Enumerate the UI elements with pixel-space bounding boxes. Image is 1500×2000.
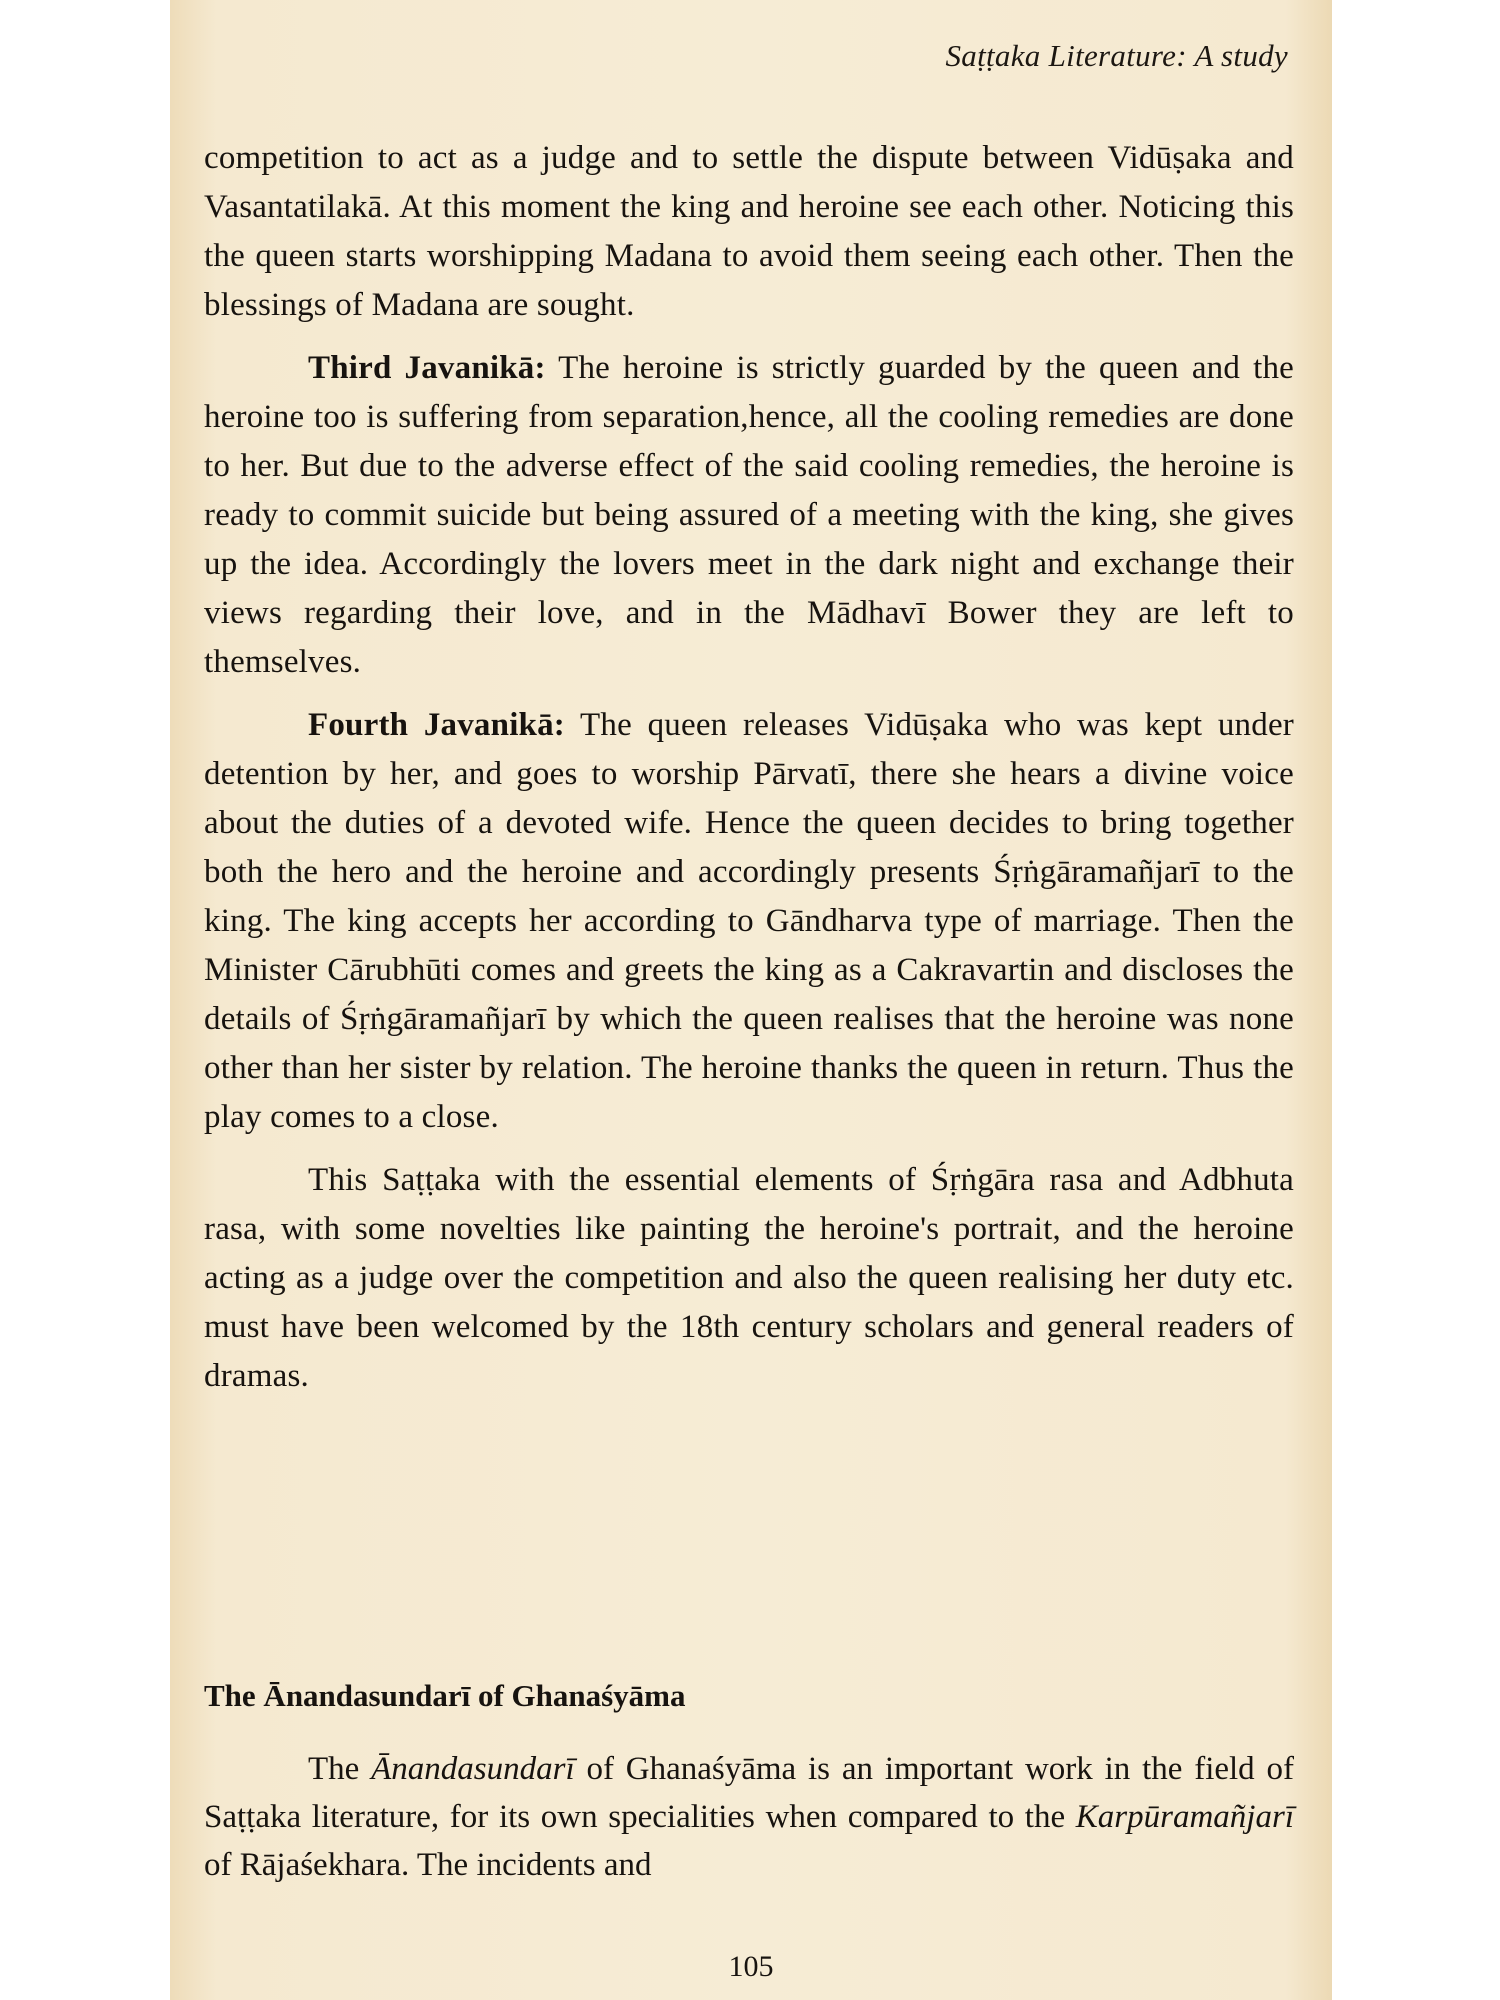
book-page (170, 0, 1332, 2000)
paragraph-third-javanika (204, 344, 1294, 687)
running-head: Saṭṭaka Literature: A study (945, 38, 1288, 73)
section-heading: The Ānandasundarī of Ghanaśyāma (204, 1678, 686, 1713)
page-number: 105 (728, 1950, 774, 1983)
third-javanika-label: Third Javanikā: (308, 350, 546, 386)
section-text-a: The (308, 1751, 372, 1787)
section-reference-italic: Karpūramañjarī (1075, 1799, 1294, 1835)
third-javanika-text: The heroine is strictly guarded by the queen and the heroine too is suffering from separation,hence, all the cooling remedies are done to her. But due to the adverse effect of the said cooling remedies, the heroine is ready to commit suicide but being assured of a meeting with the king, she gives up the idea. Accordingly the lovers meet in the dark night and exchange their views regarding their love, and in the Mādhavī Bower they are left to themselves. (204, 350, 1294, 680)
paragraph-first: competition to act as a judge and to settle the dispute between Vidūṣaka and Vasantatilakā. At this moment the king and heroine see each other. Noticing this the queen starts worshipping Madana to avoid them seeing each other. Then the blessings of Madana are sought. (204, 140, 1294, 323)
section-title-italic: Ānandasundarī (371, 1751, 575, 1787)
paragraph-conclusion: This Saṭṭaka with the essential elements of Śṛṅgāra rasa and Adbhuta rasa, with some novelties like painting the heroine's portrait, and the heroine acting as a judge over the competition and also the queen realising her duty etc. must have been welcomed by the 18th century scholars and general readers of dramas. (204, 1162, 1294, 1394)
paragraph-fourth-javanika (204, 701, 1294, 1142)
section-text-b: of Ghanaśyāma is an important work in the field of Saṭṭaka literature, for its own specialities when compared to the (204, 1751, 1294, 1835)
section-paragraph (204, 1745, 1294, 1889)
fourth-javanika-label: Fourth Javanikā: (308, 707, 565, 743)
body-text (204, 134, 1294, 1415)
fourth-javanika-text: The queen releases Vidūṣaka who was kept under detention by her, and goes to worship Pārvatī, there she hears a divine voice about the duties of a devoted wife. Hence the queen decides to bring together both the hero and the heroine and accordingly presents Śṛṅgāramañjarī to the king. The king accepts her according to Gāndharva type of marriage. Then the Minister Cārubhūti comes and greets the king as a Cakravartin and discloses the details of Śṛṅgāramañjarī by which the queen realises that the heroine was none other than her sister by relation. The heroine thanks the queen in return. Thus the play comes to a close. (204, 707, 1294, 1135)
section-text-c: of Rājaśekhara. The incidents and (204, 1847, 652, 1883)
